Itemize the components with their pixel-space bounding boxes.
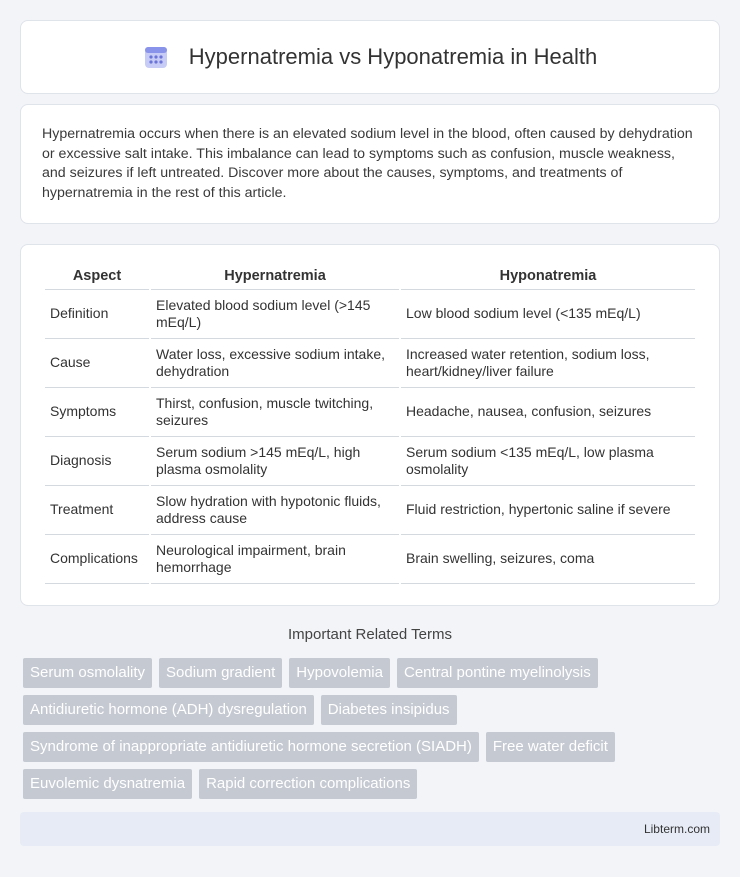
row-hypernatremia: Slow hydration with hypotonic fluids, address cause	[151, 486, 399, 535]
footer-brand-link[interactable]: Libterm.com	[643, 822, 710, 836]
row-aspect: Symptoms	[45, 388, 149, 437]
table-row	[45, 437, 695, 486]
related-terms-list	[23, 658, 723, 806]
related-term-tag[interactable]: Sodium gradient	[159, 658, 282, 688]
intro-paragraph: Hypernatremia occurs when there is an elevated sodium level in the blood, often caused by dehydration or excessive salt intake. This imbalance can lead to symptoms such as confusion, muscle weakness, and seizures if left untreated. Discover more about the causes, symptoms, and treatments of hypernatremia in the rest of this article.	[42, 126, 693, 201]
table-header-row	[45, 265, 695, 290]
table-row	[45, 388, 695, 437]
related-term-tag[interactable]: Hypovolemia	[289, 658, 390, 688]
table-row	[45, 535, 695, 584]
table-row	[45, 339, 695, 388]
intro-card	[20, 104, 720, 224]
comparison-card	[20, 244, 720, 606]
tag-row	[23, 769, 723, 799]
row-hypernatremia: Thirst, confusion, muscle twitching, seizures	[151, 388, 399, 437]
row-aspect: Cause	[45, 339, 149, 388]
related-term-tag[interactable]: Euvolemic dysnatremia	[23, 769, 192, 799]
comparison-table	[43, 265, 697, 584]
row-aspect: Treatment	[45, 486, 149, 535]
related-term-tag[interactable]: Diabetes insipidus	[321, 695, 457, 725]
tag-row	[23, 732, 723, 762]
row-aspect: Diagnosis	[45, 437, 149, 486]
row-hyponatremia: Fluid restriction, hypertonic saline if severe	[401, 486, 695, 535]
related-term-tag[interactable]: Antidiuretic hormone (ADH) dysregulation	[23, 695, 314, 725]
row-hyponatremia: Serum sodium <135 mEq/L, low plasma osmolality	[401, 437, 695, 486]
header-aspect: Aspect	[45, 265, 149, 290]
header-card	[20, 20, 720, 94]
row-hyponatremia: Brain swelling, seizures, coma	[401, 535, 695, 584]
row-hyponatremia: Increased water retention, sodium loss, heart/kidney/liver failure	[401, 339, 695, 388]
tag-row	[23, 658, 723, 688]
footer	[20, 812, 720, 846]
row-hypernatremia: Elevated blood sodium level (>145 mEq/L)	[151, 290, 399, 339]
related-term-tag[interactable]: Free water deficit	[486, 732, 615, 762]
related-term-tag[interactable]: Syndrome of inappropriate antidiuretic hormone secretion (SIADH)	[23, 732, 479, 762]
row-aspect: Definition	[45, 290, 149, 339]
related-term-tag[interactable]: Serum osmolality	[23, 658, 152, 688]
calendar-grid-icon	[143, 44, 169, 70]
row-aspect: Complications	[45, 535, 149, 584]
row-hyponatremia: Headache, nausea, confusion, seizures	[401, 388, 695, 437]
table-row	[45, 290, 695, 339]
page-title: Hypernatremia vs Hyponatremia in Health	[188, 44, 598, 69]
row-hypernatremia: Neurological impairment, brain hemorrhage	[151, 535, 399, 584]
row-hypernatremia: Water loss, excessive sodium intake, dehydration	[151, 339, 399, 388]
tag-row	[23, 695, 723, 725]
related-term-tag[interactable]: Rapid correction complications	[199, 769, 417, 799]
row-hypernatremia: Serum sodium >145 mEq/L, high plasma osmolality	[151, 437, 399, 486]
header-hypernatremia: Hypernatremia	[151, 265, 399, 290]
table-row	[45, 486, 695, 535]
related-term-tag[interactable]: Central pontine myelinolysis	[397, 658, 598, 688]
row-hyponatremia: Low blood sodium level (<135 mEq/L)	[401, 290, 695, 339]
related-terms-title: Important Related Terms	[288, 626, 452, 643]
header-hyponatremia: Hyponatremia	[401, 265, 695, 290]
